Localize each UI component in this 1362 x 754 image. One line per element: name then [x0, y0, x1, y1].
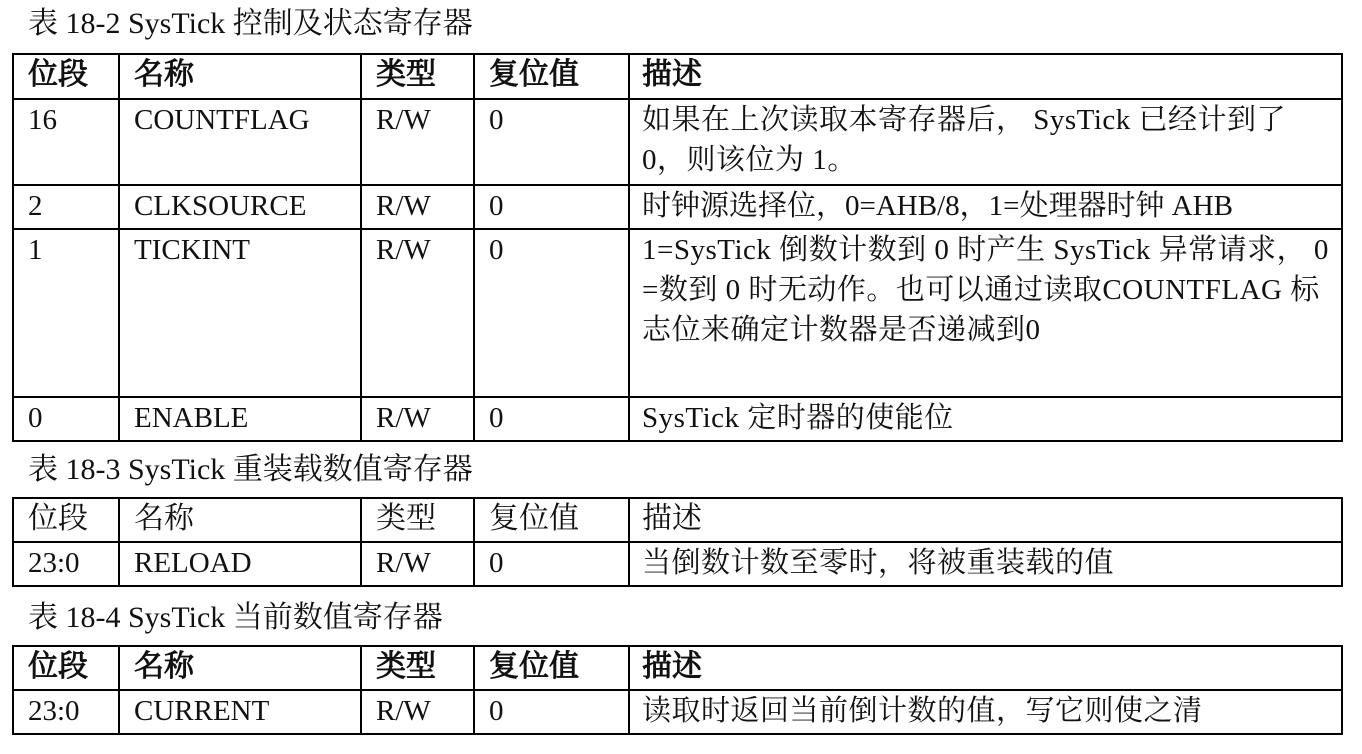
desc-text: 读取时返回当前倒计数的值，写它则使之清	[642, 695, 1203, 727]
bit-cell: 1	[13, 229, 119, 397]
header-cell: 名称	[119, 498, 361, 542]
reset-cell: 0	[474, 542, 629, 586]
header-cell: 复位值	[474, 646, 629, 690]
reset-cell: 0	[474, 99, 629, 185]
name-cell: CLKSOURCE	[119, 185, 361, 229]
table-row	[13, 542, 1342, 586]
systick-ctrl-table	[12, 53, 1343, 442]
bit-cell: 23:0	[13, 542, 119, 586]
bit-cell: 23:0	[13, 690, 119, 734]
header-cell: 描述	[629, 498, 1342, 542]
name-cell: COUNTFLAG	[119, 99, 361, 185]
type-cell: R/W	[361, 229, 474, 397]
table-row	[13, 99, 1342, 185]
header-cell: 描述	[629, 646, 1342, 690]
type-cell: R/W	[361, 397, 474, 441]
table-header-row	[13, 498, 1342, 542]
header-cell: 名称	[119, 54, 361, 99]
desc-text: SysTick 定时器的使能位	[642, 402, 954, 434]
reset-cell: 0	[474, 397, 629, 441]
table-header-row	[13, 646, 1342, 690]
name-cell: ENABLE	[119, 397, 361, 441]
reset-cell: 0	[474, 690, 629, 734]
header-cell: 名称	[119, 646, 361, 690]
header-cell: 位段	[13, 54, 119, 99]
desc-cell	[629, 99, 1342, 185]
desc-cell	[629, 397, 1342, 441]
type-cell: R/W	[361, 690, 474, 734]
table-caption: 表 18-2 SysTick 控制及状态寄存器	[28, 7, 473, 40]
systick-reload-table	[12, 497, 1343, 587]
table-header-row	[13, 54, 1342, 99]
bit-cell: 0	[13, 397, 119, 441]
header-cell: 类型	[361, 54, 474, 99]
desc-cell	[629, 542, 1342, 586]
table-row	[13, 185, 1342, 229]
table-row	[13, 397, 1342, 441]
table-row	[13, 690, 1342, 734]
desc-cell	[629, 185, 1342, 229]
name-cell: CURRENT	[119, 690, 361, 734]
name-cell: RELOAD	[119, 542, 361, 586]
header-cell: 复位值	[474, 498, 629, 542]
desc-cell	[629, 690, 1342, 734]
reset-cell: 0	[474, 185, 629, 229]
table-caption: 表 18-4 SysTick 当前数值寄存器	[28, 601, 443, 634]
bit-cell: 2	[13, 185, 119, 229]
header-cell: 复位值	[474, 54, 629, 99]
reset-cell: 0	[474, 229, 629, 397]
desc-text: 1=SysTick 倒数计数到 0 时产生 SysTick 异常请求， 0=数到 0 时无动作。也可以通过读取COUNTFLAG 标志位来确定计数器是否递减到0	[642, 234, 1329, 346]
desc-text: 时钟源选择位，0=AHB/8，1=处理器时钟 AHB	[642, 190, 1233, 222]
desc-cell	[629, 229, 1342, 397]
bit-cell: 16	[13, 99, 119, 185]
name-cell: TICKINT	[119, 229, 361, 397]
header-cell: 位段	[13, 646, 119, 690]
type-cell: R/W	[361, 99, 474, 185]
desc-text: 如果在上次读取本寄存器后， SysTick 已经计到了 0，则该位为 1。	[642, 104, 1287, 176]
type-cell: R/W	[361, 185, 474, 229]
desc-text: 当倒数计数至零时，将被重装载的值	[642, 547, 1115, 579]
type-cell: R/W	[361, 542, 474, 586]
header-cell: 类型	[361, 498, 474, 542]
table-caption: 表 18-3 SysTick 重装载数值寄存器	[28, 453, 473, 486]
header-cell: 描述	[629, 54, 1342, 99]
header-cell: 类型	[361, 646, 474, 690]
table-row	[13, 229, 1342, 397]
systick-current-table	[12, 645, 1343, 735]
header-cell: 位段	[13, 498, 119, 542]
